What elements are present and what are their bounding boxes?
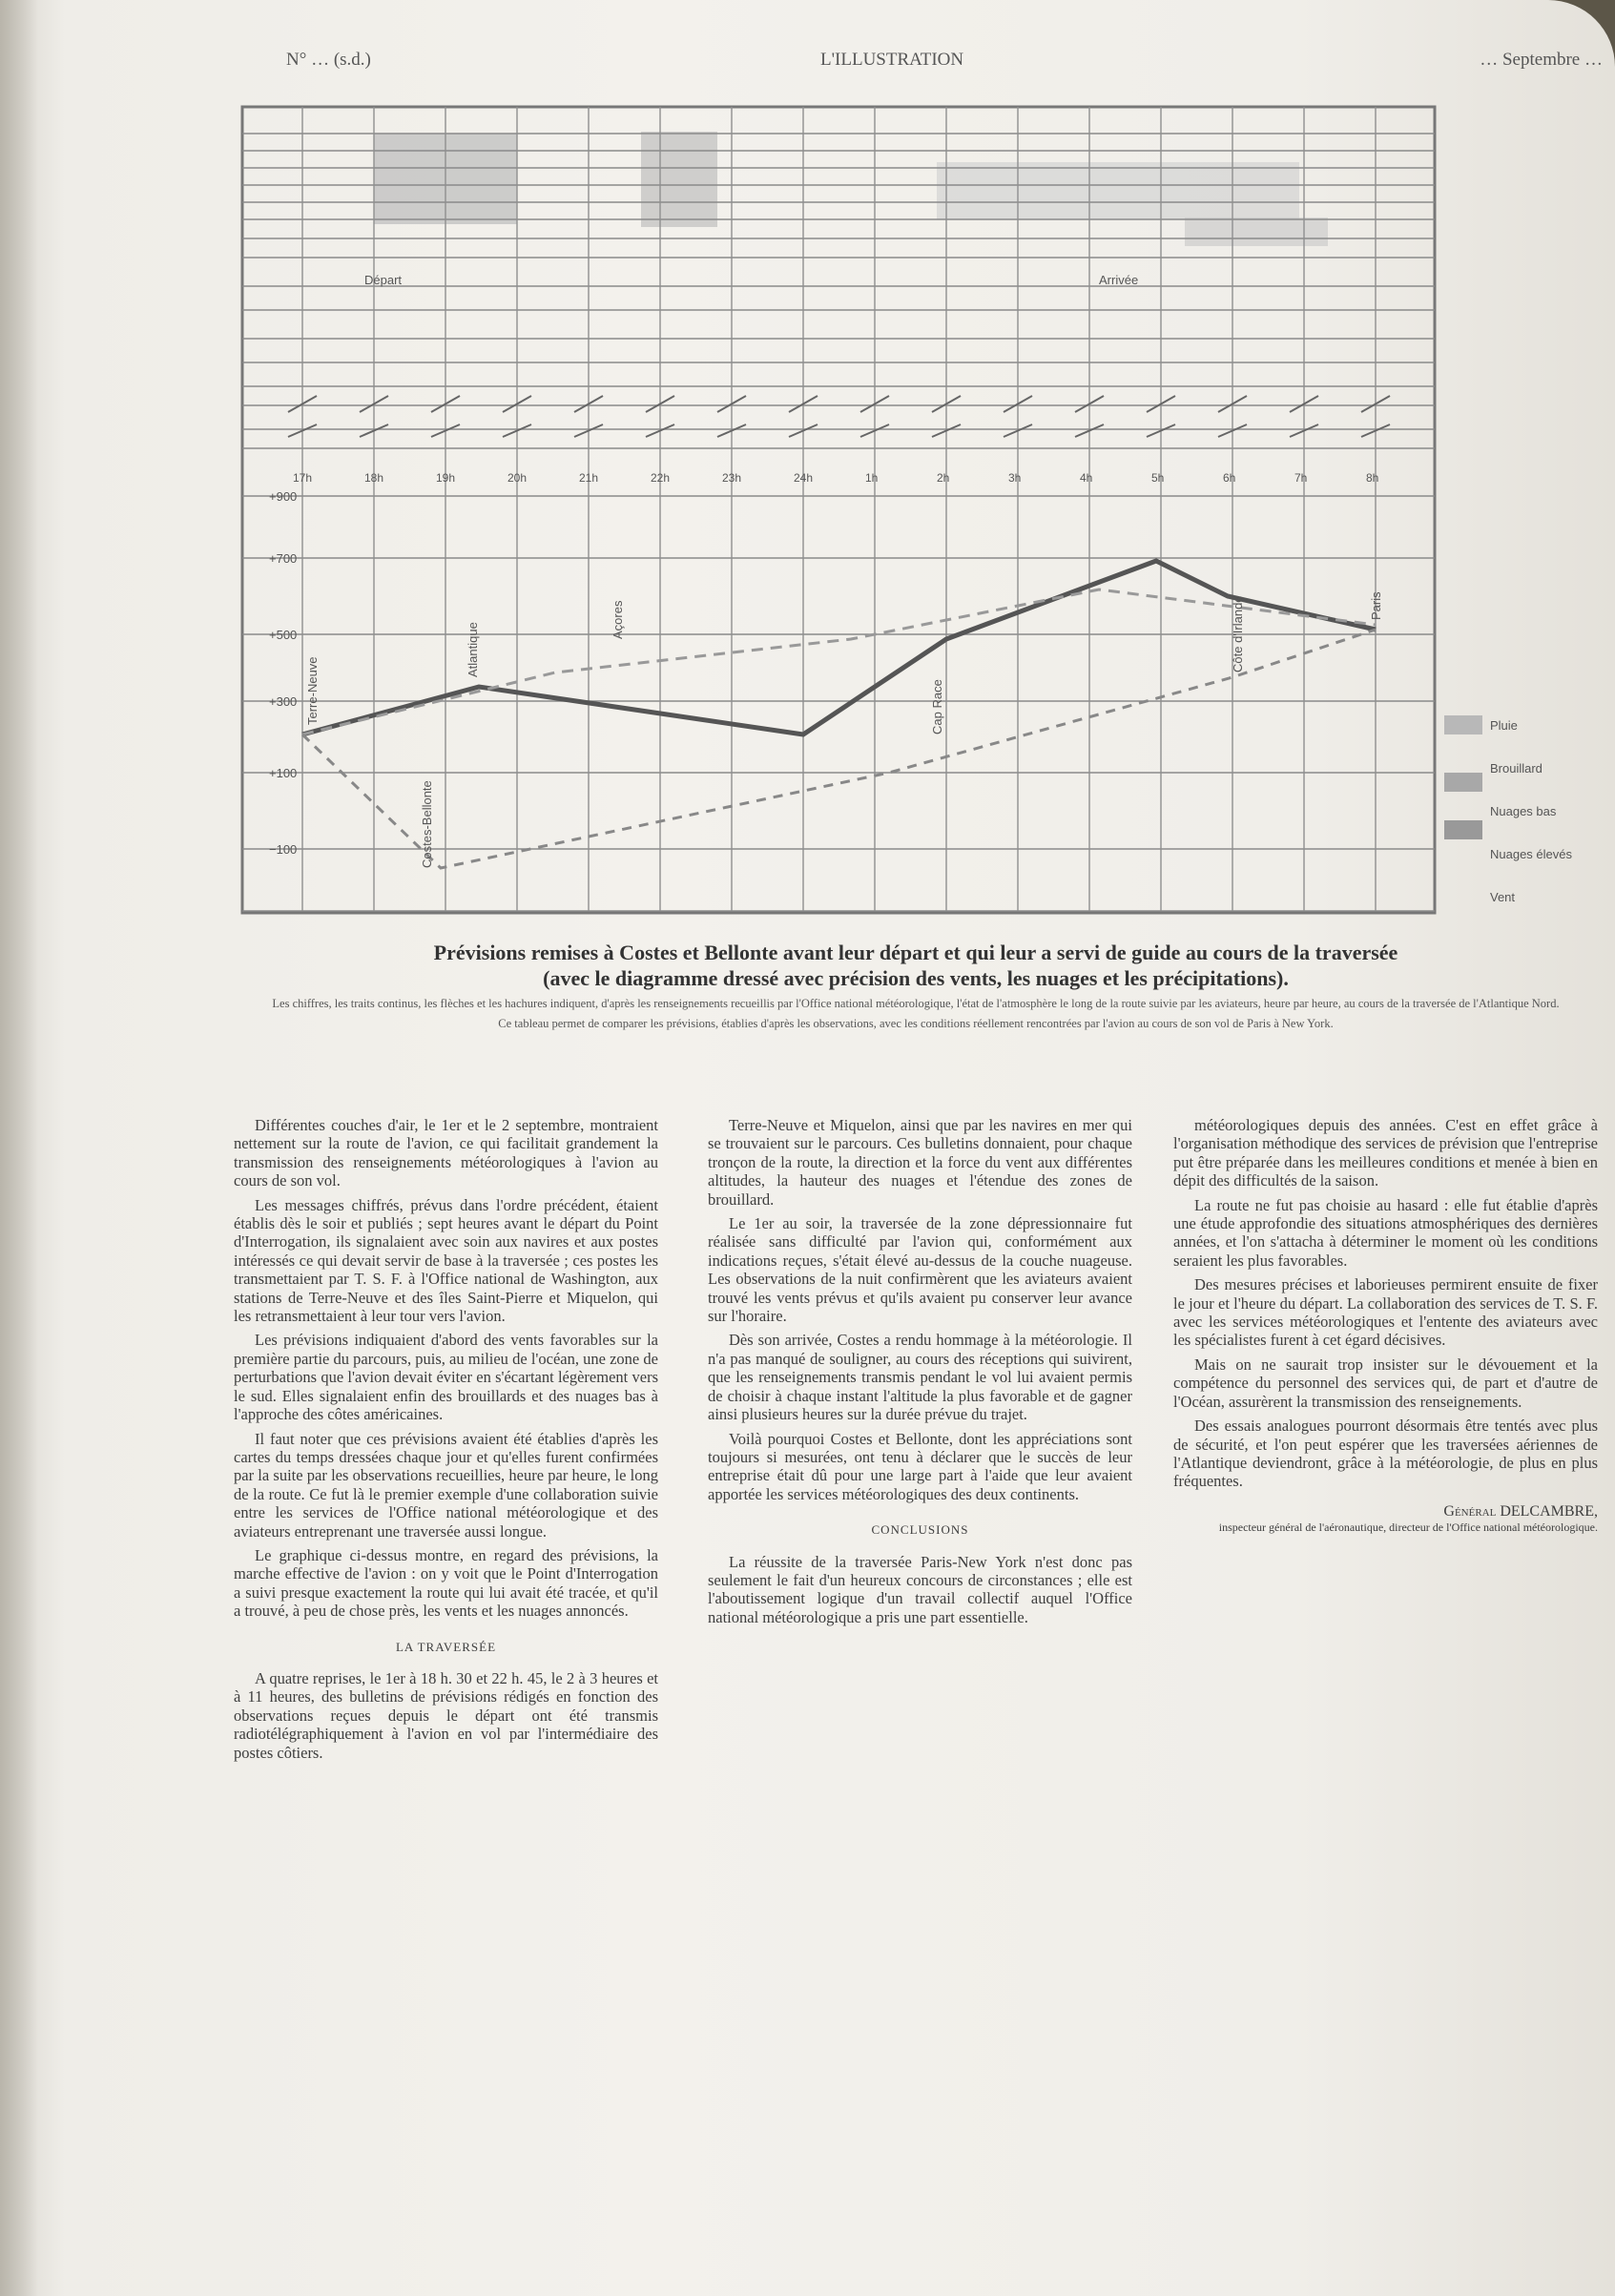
paragraph: Mais on ne saurait trop insister sur le dévouement et la compétence du personnel des services qui, de part et d'autre de l'Océan, assurèrent la transmission des renseignements. — [1173, 1355, 1598, 1411]
legend-swatch — [1444, 773, 1482, 792]
x-axis-labels — [293, 471, 1378, 485]
route-label: Cap Race — [930, 679, 944, 734]
x-tick-label: 1h — [865, 471, 879, 485]
paragraph: météorologiques depuis des années. C'est en effet grâce à l'organisation méthodique des services de prévision que l'entreprise put être préparée dans les meilleures conditions et menée à bien en dépit des difficultés de la saison. — [1173, 1116, 1598, 1190]
x-tick-label: 23h — [722, 471, 742, 485]
route-label: Paris — [1369, 591, 1383, 620]
column-3 — [1173, 1116, 1598, 1534]
weather-band-shading — [641, 132, 717, 227]
section-heading: LA TRAVERSÉE — [395, 1639, 497, 1654]
annotation-label: Arrivée — [1099, 273, 1139, 287]
x-tick-label: 20h — [507, 471, 528, 485]
y-tick-label: −100 — [269, 842, 298, 857]
legend-label: Vent — [1490, 890, 1516, 904]
paragraph: Des essais analogues pourront désormais être tentés avec plus de sécurité, et l'on peut espérer que les traversées aériennes de l'Atlantique deviendront, grâce à la météorologie, de plus en plus fréquentes. — [1173, 1417, 1598, 1491]
caption-title: Prévisions remises à Costes et Bellonte avant leur départ et qui leur a servi de guide au cours de la traversée — [433, 941, 1398, 964]
y-tick-label: +900 — [269, 489, 298, 504]
paragraph: Différentes couches d'air, le 1er et le 2 septembre, montraient nettement sur la route de l'avion, ce qui facilitait grandement la transmission des renseignements météorologiques à l'avion au cours de son vol. — [234, 1116, 658, 1190]
legend-label: Pluie — [1490, 718, 1518, 733]
legend-label: Nuages élevés — [1490, 847, 1572, 861]
route-label: Terre-Neuve — [305, 656, 320, 725]
diagram-legend — [1490, 718, 1572, 904]
annotation-label: Départ — [364, 273, 403, 287]
paragraph: Il faut noter que ces prévisions avaient été établies d'après les cartes du temps dressées chaque jour et qu'elles furent confirmées par la suite par les observations recueillies, heure par heure, le long de la route. Ce fut là le premier exemple d'une collaboration suivie entre les services de l'Office national météorologique et des aviateurs entreprenant une traversée aussi longue. — [234, 1429, 658, 1541]
x-tick-label: 17h — [293, 471, 313, 485]
y-tick-label: +700 — [269, 551, 298, 566]
paragraph: Les messages chiffrés, prévus dans l'ordre précédent, étaient établis dès le soir et publiés ; sept heures avant le départ du Point d'Interrogation, ils signalaient avec soin aux navires et aux postes intéressés ce qui devait servir de base à la traversée ; ces postes les transmettaient par T. S. F. à l'Office national de Washington, aux stations de Terre-Neuve et des îles Saint-Pierre et Miquelon, qui les retransmettaient à leur tour vers l'avion. — [234, 1195, 658, 1326]
x-tick-label: 6h — [1223, 471, 1236, 485]
x-tick-label: 7h — [1294, 471, 1308, 485]
paragraph: Des mesures précises et laborieuses permirent ensuite de fixer le jour et l'heure du départ. La collaboration des services de T. S. F. avec les services météorologiques et l'entente des aviateurs avec les spécialistes furent à cet égard décisives. — [1173, 1275, 1598, 1350]
y-axis-labels — [269, 489, 297, 857]
legend-label: Nuages bas — [1490, 804, 1557, 818]
article-body — [234, 1116, 1598, 2156]
x-tick-label: 24h — [794, 471, 814, 485]
x-tick-label: 2h — [937, 471, 950, 485]
caption-note: Ce tableau permet de comparer les prévisions, établies d'après les observations, avec les conditions réellement rencontrées par l'avion au cours de son vol de Paris à New York. — [498, 1017, 1334, 1030]
column-2 — [708, 1116, 1132, 1632]
y-tick-label: +500 — [269, 628, 298, 642]
weather-band-shading — [1185, 217, 1328, 246]
x-tick-label: 21h — [579, 471, 599, 485]
legend-swatch — [1444, 715, 1482, 734]
signature — [1173, 1502, 1598, 1534]
legend-label: Brouillard — [1490, 761, 1543, 776]
weather-diagram — [240, 105, 1595, 925]
signature-role: inspecteur général de l'aéronautique, directeur de l'Office national météorologique. — [1218, 1520, 1598, 1535]
page-gutter-shadow — [0, 0, 38, 2296]
x-tick-label: 5h — [1151, 471, 1165, 485]
paragraph: Le graphique ci-dessus montre, en regard des prévisions, la marche effective de l'avion : on y voit que le Point d'Interrogation a suivi presque exactement la route qui lui avait été tracée, et qu'il a trouvé, à peu de chose près, les vents et les nuages annoncés. — [234, 1545, 658, 1621]
y-tick-label: +300 — [269, 694, 298, 709]
column-1 — [234, 1116, 658, 1768]
x-tick-label: 3h — [1008, 471, 1022, 485]
caption-subtitle: (avec le diagramme dressé avec précision des vents, les nuages et les précipitations). — [543, 966, 1289, 990]
x-tick-label: 4h — [1080, 471, 1093, 485]
route-label: Côte d'Irlande — [1231, 595, 1245, 672]
paragraph: Dès son arrivée, Costes a rendu hommage à la météorologie. Il n'a pas manqué de souligner, au cours des réceptions qui suivirent, que les renseignements transmis pendant le vol lui avaient permis de choisir à chaque instant l'altitude la plus favorable et de gagner ainsi plusieurs heures sur la durée prévue du trajet. — [708, 1331, 1132, 1424]
running-head-right: … Septembre … — [1480, 50, 1603, 70]
weather-diagram-figure — [240, 105, 1595, 925]
x-tick-label: 22h — [651, 471, 671, 485]
running-head — [286, 50, 1603, 76]
flight-path-solid — [302, 561, 1376, 734]
route-label: Atlantique — [466, 622, 480, 677]
paragraph: Terre-Neuve et Miquelon, ainsi que par les navires en mer qui se trouvaient sur le parcours. Ces bulletins donnaient, pour chaque tronçon de la route, la direction et la force du vent aux différentes altitudes, la hauteur des nuages et l'étendue des zones de brouillard. — [708, 1116, 1132, 1209]
x-tick-label: 18h — [364, 471, 384, 485]
caption-body: Les chiffres, les traits continus, les flèches et les hachures indiquent, d'après les renseignements recueillis par l'Office national météorologique, l'état de l'atmosphère le long de la route suivie par les aviateurs, heure par heure, au cours de la traversée de l'Atlantique Nord. — [272, 997, 1560, 1010]
weather-band-shading — [937, 162, 1299, 219]
x-tick-label: 8h — [1366, 471, 1379, 485]
paragraph: Les prévisions indiquaient d'abord des vents favorables sur la première partie du parcours, puis, au milieu de l'océan, une zone de perturbations que l'avion devait éviter en s'écartant légèrement vers le sud. Elles signalaient enfin des brouillards et des nuages bas à l'approche des côtes américaines. — [234, 1331, 658, 1424]
wind-arrows — [288, 396, 1390, 437]
section-heading: CONCLUSIONS — [871, 1522, 969, 1538]
legend-swatch — [1444, 820, 1482, 839]
paragraph: A quatre reprises, le 1er à 18 h. 30 et 22 h. 45, le 2 à 3 heures et à 11 heures, des bulletins de prévisions rédigés en fonction des observations reçues depuis le départ ont été transmis radiotélégraphiquement à l'avion en vol par l'intermédiaire des postes côtiers. — [234, 1668, 658, 1762]
y-tick-label: +100 — [269, 766, 298, 780]
paragraph: La réussite de la traversée Paris-New York n'est donc pas seulement le fait d'un heureux concours de circonstances ; elle est l'aboutissement logique d'un travail collectif auquel l'Office national météorologique a pris une part essentielle. — [708, 1552, 1132, 1626]
running-head-left: N° … (s.d.) — [286, 50, 371, 70]
forecast-path-low — [302, 630, 1376, 868]
paragraph: Voilà pourquoi Costes et Bellonte, dont les appréciations sont toujours si mesurées, ont tenu à déclarer que le succès de leur entreprise était dû pour une large part à l'aide que leur avaient apportée les services météorologiques des deux continents. — [708, 1429, 1132, 1503]
route-label: Açores — [611, 600, 625, 639]
annotation-label: Costes-Bellonte — [420, 780, 434, 868]
signature-name: Général DELCAMBRE, — [1443, 1502, 1598, 1520]
paragraph: Le 1er au soir, la traversée de la zone dépressionnaire fut réalisée sans difficulté par l'avion qui, conformément aux indications reçues, s'était élevé au-dessus de la couche nuageuse. Les observations de la nuit confirmèrent que les aviateurs avaient trouvé les vents prévus et qu'ils avaient pu conserver leur avance sur l'horaire. — [708, 1214, 1132, 1326]
paragraph: La route ne fut pas choisie au hasard : elle fut établie d'après une étude approfondie des situations atmosphériques des dernières années, et l'on s'attacha à déterminer le moment où les conditions seraient les plus favorables. — [1173, 1195, 1598, 1270]
x-tick-label: 19h — [436, 471, 456, 485]
running-head-center: L'ILLUSTRATION — [820, 50, 964, 70]
figure-caption — [248, 940, 1584, 1031]
